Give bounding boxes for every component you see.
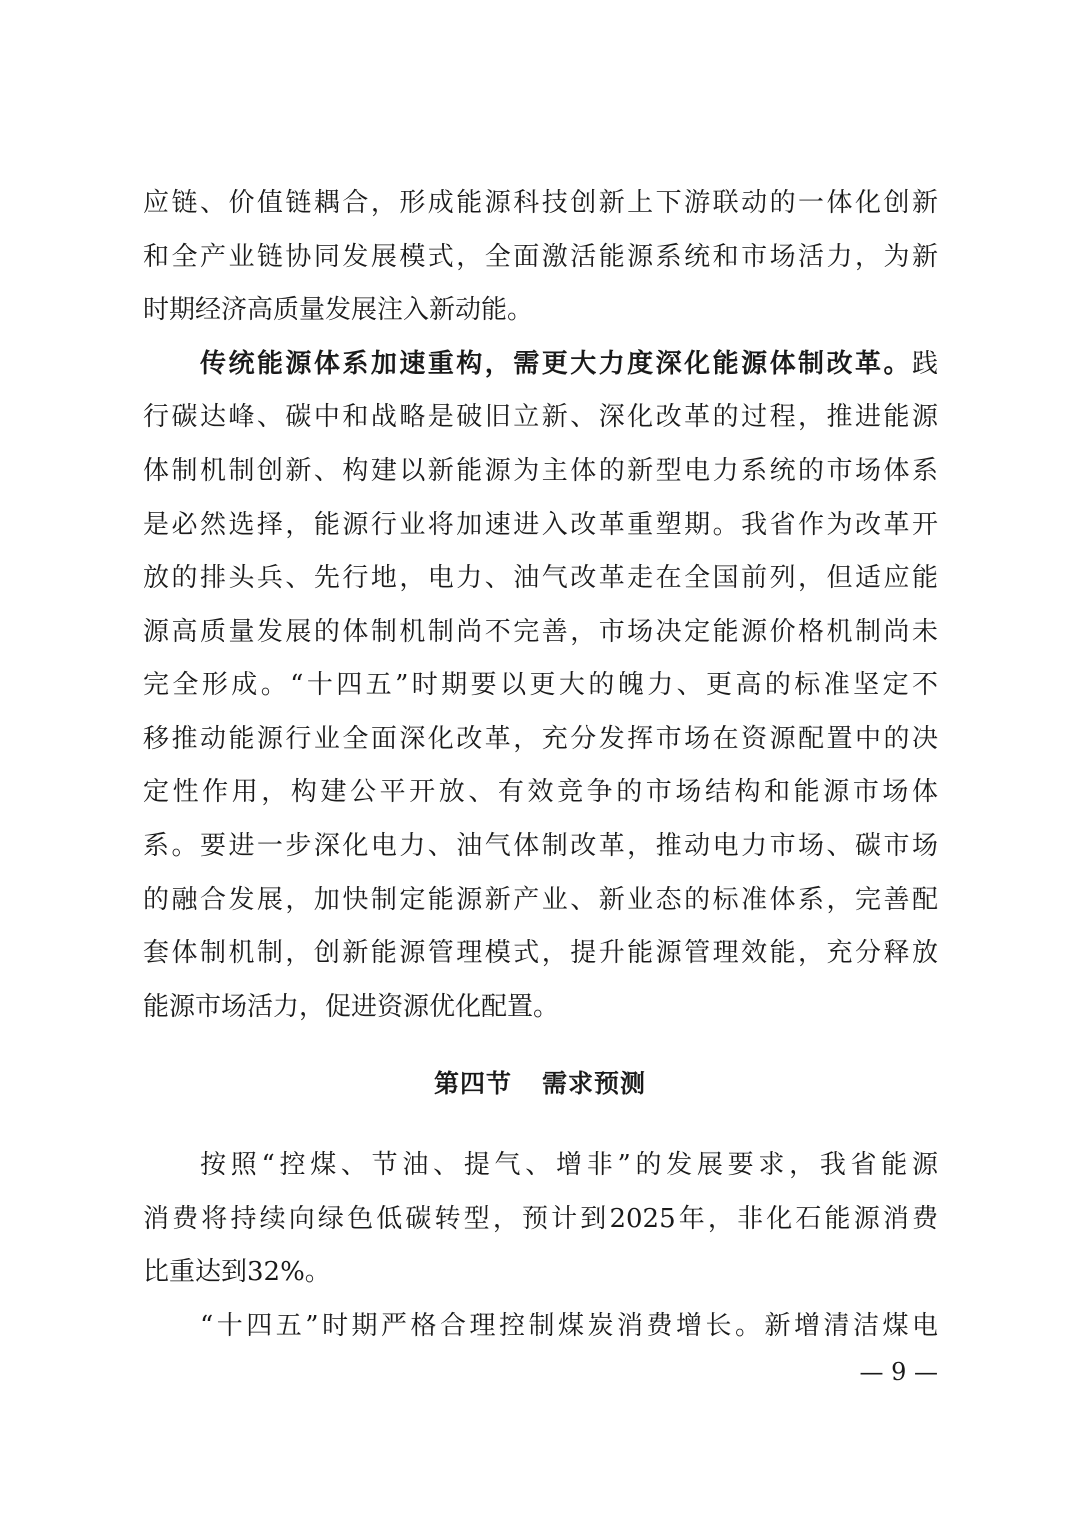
paragraph-1-line-3: 时期经济高质量发展注入新动能。: [143, 295, 534, 325]
section-title: 需求预测: [542, 1069, 647, 1098]
paragraph-2-lead: 传统能源体系加速重构，需更大力度深化能源体制改革。: [200, 349, 912, 379]
paragraph-2-first-line-rest: 践: [911, 349, 938, 379]
paragraph-1-line-2: 和全产业链协同发展模式，全面激活能源系统和市场活力，为新: [143, 242, 938, 272]
section-heading: [0, 1064, 1080, 1104]
paragraph-2-line-7: 完全形成。“十四五”时期要以更大的魄力、更高的标准坚定不: [143, 670, 938, 700]
paragraph-4-line-1: “十四五”时期严格合理控制煤炭消费增长。新增清洁煤电: [200, 1311, 938, 1341]
paragraph-2-line-9: 定性作用，构建公平开放、有效竞争的市场结构和能源市场体: [143, 777, 938, 807]
section-number: 第四节: [433, 1069, 512, 1098]
paragraph-2-line-1: [200, 344, 938, 384]
paragraph-2-line-3: 体制机制创新、构建以新能源为主体的新型电力系统的市场体系: [143, 456, 938, 486]
paragraph-2-line-4: 是必然选择，能源行业将加速进入改革重塑期。我省作为改革开: [143, 510, 938, 540]
paragraph-2-line-2: 行碳达峰、碳中和战略是破旧立新、深化改革的过程，推进能源: [143, 402, 938, 432]
page-number: — 9 —: [859, 1358, 938, 1386]
paragraph-2-line-6: 源高质量发展的体制机制尚不完善，市场决定能源价格机制尚未: [143, 617, 938, 647]
paragraph-2-line-12: 套体制机制，创新能源管理模式，提升能源管理效能，充分释放: [143, 938, 938, 968]
paragraph-3-line-1: 按照“控煤、节油、提气、增非”的发展要求，我省能源: [200, 1150, 938, 1180]
paragraph-1-line-1: 应链、价值链耦合，形成能源科技创新上下游联动的一体化创新: [143, 188, 938, 218]
paragraph-2-line-5: 放的排头兵、先行地，电力、油气改革走在全国前列，但适应能: [143, 563, 938, 593]
paragraph-2-line-10: 系。要进一步深化电力、油气体制改革，推动电力市场、碳市场: [143, 831, 938, 861]
paragraph-2-line-13: 能源市场活力，促进资源优化配置。: [143, 992, 560, 1022]
paragraph-2-line-11: 的融合发展，加快制定能源新产业、新业态的标准体系，完善配: [143, 885, 938, 915]
paragraph-3-line-3: 比重达到32%。: [143, 1257, 331, 1287]
paragraph-3-line-2: 消费将持续向绿色低碳转型，预计到2025年，非化石能源消费: [143, 1204, 938, 1234]
paragraph-2-line-8: 移推动能源行业全面深化改革，充分发挥市场在资源配置中的决: [143, 724, 938, 754]
